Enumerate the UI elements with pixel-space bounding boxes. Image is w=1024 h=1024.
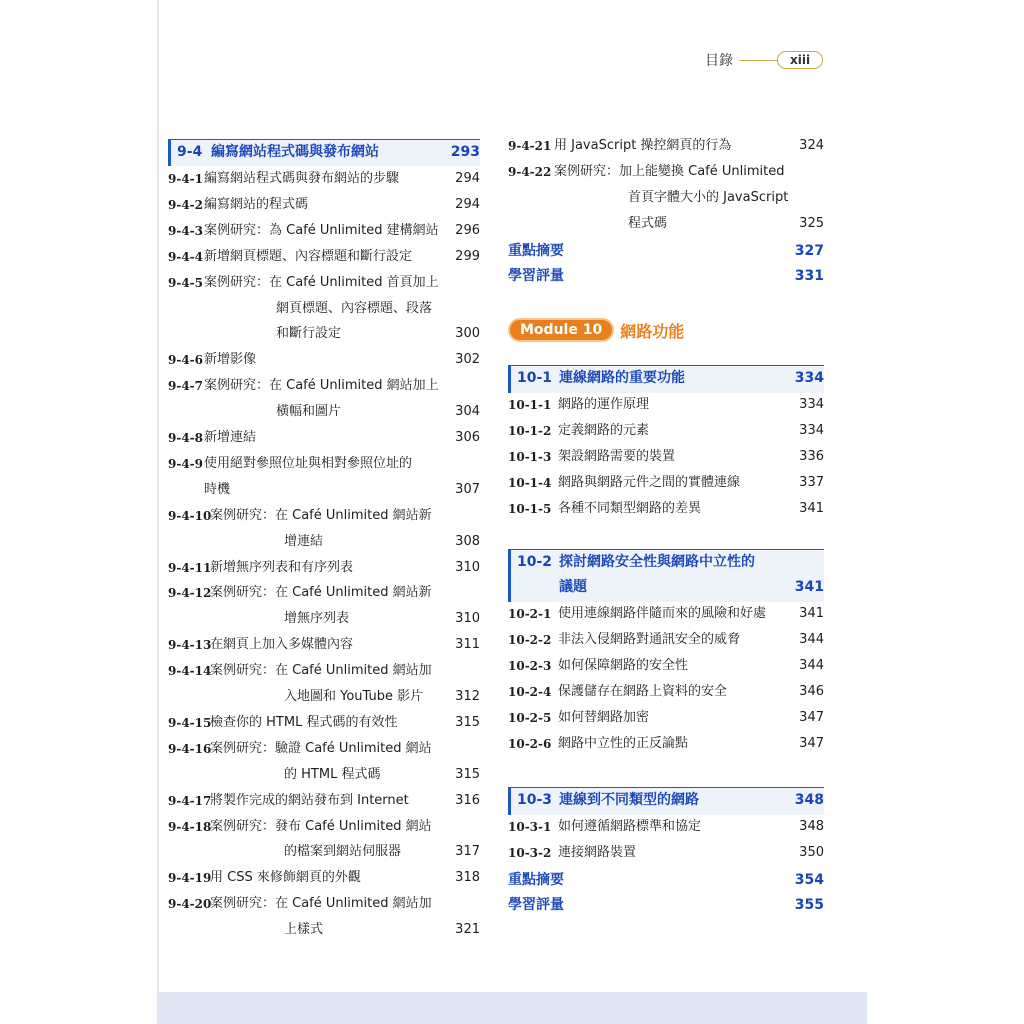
toc-entry[interactable] xyxy=(168,246,480,268)
section-title: 議題 xyxy=(559,579,587,595)
section-title: 探討網路安全性與網路中立性的 xyxy=(559,554,755,570)
toc-entry-continuation xyxy=(168,686,480,708)
module-badge: Module 10 xyxy=(508,318,614,342)
entry-title: 定義網路的元素 xyxy=(558,423,650,438)
entry-page: 316 xyxy=(455,792,480,808)
entry-title: 首頁字體大小的 JavaScript xyxy=(628,190,789,205)
entry-title: 案例研究：發布 Café Unlimited 網站 xyxy=(210,818,432,834)
entry-number: 9-4-21 xyxy=(508,139,552,153)
entry-page: 336 xyxy=(799,449,824,464)
entry-title: 新增連結 xyxy=(204,430,257,445)
page-number: xiii xyxy=(777,51,823,69)
toc-entry[interactable] xyxy=(168,893,480,915)
entry-title: 如何遵循網路標準和協定 xyxy=(558,819,702,834)
scan-margin-left xyxy=(0,0,157,1024)
toc-entry-continuation xyxy=(168,401,480,423)
toc-entry-continuation xyxy=(508,187,824,209)
toc-entry-continuation xyxy=(508,213,824,235)
entry-number: 9-4-13 xyxy=(168,638,212,653)
summary-link-top[interactable] xyxy=(508,240,824,262)
entry-page: 315 xyxy=(455,766,480,782)
entry-title: 案例研究：在 Café Unlimited 網站加 xyxy=(210,663,432,679)
entry-title: 案例研究：在 Café Unlimited 網站新 xyxy=(210,507,432,523)
entry-title: 網路中立性的正反論點 xyxy=(558,736,689,751)
section-number: 10-2 xyxy=(517,554,553,570)
toc-entry-continuation xyxy=(168,479,480,501)
entry-number: 9-4-4 xyxy=(168,249,204,264)
entry-number: 9-4-17 xyxy=(168,793,212,808)
entry-title: 網路與網路元件之間的實體連線 xyxy=(558,475,741,490)
toc-entry-continuation xyxy=(168,323,480,345)
entry-number: 9-4-12 xyxy=(168,586,212,601)
entry-number: 9-4-7 xyxy=(168,379,204,394)
entry-title: 橫幅和圖片 xyxy=(276,404,342,420)
toc-entry[interactable] xyxy=(168,272,480,294)
toc-entry[interactable] xyxy=(168,660,480,682)
entry-number: 9-4-3 xyxy=(168,223,204,238)
entry-page: 296 xyxy=(455,222,480,238)
entry-title: 非法入侵網路對通訊安全的威脅 xyxy=(558,632,741,647)
toc-entry[interactable] xyxy=(168,790,480,812)
toc-entry[interactable] xyxy=(168,453,480,475)
entry-number: 9-4-22 xyxy=(508,165,552,179)
entry-page: 348 xyxy=(799,819,824,834)
toc-entry[interactable] xyxy=(168,634,480,656)
entry-title: 案例研究：驗證 Café Unlimited 網站 xyxy=(210,740,432,756)
entry-title: 入地圖和 YouTube 影片 xyxy=(284,689,424,704)
entry-page: 317 xyxy=(455,844,480,860)
summary-link-bottom[interactable] xyxy=(508,869,824,891)
entry-title: 和斷行設定 xyxy=(276,326,342,342)
entry-number: 9-4-18 xyxy=(168,819,212,834)
toc-entry[interactable] xyxy=(508,842,824,864)
entry-page: 350 xyxy=(799,845,824,860)
toc-entry[interactable] xyxy=(508,655,824,677)
entry-number: 10-2-4 xyxy=(508,685,552,699)
toc-entry[interactable] xyxy=(508,420,824,442)
entry-title: 案例研究：在 Café Unlimited 網站加上 xyxy=(204,378,439,394)
entry-number: 10-3-1 xyxy=(508,820,552,834)
toc-entry[interactable] xyxy=(508,603,824,625)
entry-title: 案例研究：為 Café Unlimited 建構網站 xyxy=(204,222,439,238)
entry-number: 9-4-6 xyxy=(168,353,204,368)
review-page: 331 xyxy=(794,268,824,284)
entry-title: 使用連線網路伴隨而來的風險和好處 xyxy=(558,606,767,621)
running-head-label: 目錄 xyxy=(705,53,733,69)
entry-page: 341 xyxy=(799,606,824,621)
toc-entry[interactable] xyxy=(168,867,480,889)
section-title: 連線網路的重要功能 xyxy=(559,370,685,386)
toc-entry[interactable] xyxy=(508,394,824,416)
entry-title: 編寫網站程式碼與發布網站的步驟 xyxy=(204,171,400,186)
summary-page: 354 xyxy=(794,872,824,888)
entry-title: 程式碼 xyxy=(628,216,668,231)
running-head xyxy=(705,48,823,72)
toc-section-10-2[interactable] xyxy=(508,549,824,602)
entry-page: 347 xyxy=(799,736,824,751)
toc-entry[interactable] xyxy=(508,135,824,157)
entry-page: 344 xyxy=(799,632,824,647)
entry-number: 10-1-1 xyxy=(508,398,552,412)
entry-title: 用 JavaScript 操控網頁的行為 xyxy=(554,138,732,153)
entry-page: 315 xyxy=(455,714,480,730)
entry-number: 10-1-2 xyxy=(508,424,552,438)
toc-entry[interactable] xyxy=(168,349,480,371)
entry-page: 308 xyxy=(455,533,480,549)
entry-title: 新增無序列表和有序列表 xyxy=(210,559,354,575)
toc-entry[interactable] xyxy=(168,194,480,216)
entry-page: 302 xyxy=(455,352,480,368)
entry-number: 10-1-5 xyxy=(508,502,552,516)
entry-page: 337 xyxy=(799,475,824,490)
toc-entry[interactable] xyxy=(508,733,824,755)
toc-entry-continuation xyxy=(168,841,480,863)
toc-entry[interactable] xyxy=(508,472,824,494)
entry-title: 的檔案到網站伺服器 xyxy=(284,844,402,860)
entry-page: 321 xyxy=(455,922,480,938)
entry-number: 10-2-5 xyxy=(508,711,552,725)
toc-entry[interactable] xyxy=(508,161,824,183)
toc-entry[interactable] xyxy=(508,816,824,838)
section-title: 連線到不同類型的網路 xyxy=(559,792,699,808)
entry-title: 網頁標題、內容標題、段落 xyxy=(276,300,433,316)
entry-title: 將製作完成的網站發布到 Internet xyxy=(210,792,409,808)
entry-number: 10-1-3 xyxy=(508,450,552,464)
toc-section-10-1[interactable] xyxy=(508,365,824,393)
entry-page: 306 xyxy=(455,430,480,445)
entry-number: 9-4-5 xyxy=(168,275,204,290)
review-label: 學習評量 xyxy=(508,268,564,284)
toc-entry[interactable] xyxy=(168,168,480,190)
entry-number: 9-4-20 xyxy=(168,897,212,912)
entry-page: 310 xyxy=(455,559,480,575)
review-page: 355 xyxy=(794,897,824,913)
toc-entry-continuation xyxy=(168,531,480,553)
section-page: 293 xyxy=(450,144,480,160)
toc-entry[interactable] xyxy=(168,375,480,397)
entry-number: 10-3-2 xyxy=(508,846,552,860)
entry-title: 案例研究：在 Café Unlimited 首頁加上 xyxy=(204,274,439,290)
entry-number: 9-4-10 xyxy=(168,508,212,523)
module-title: 網路功能 xyxy=(620,321,685,341)
entry-page: 334 xyxy=(799,423,824,438)
entry-page: 299 xyxy=(455,248,480,264)
entry-number: 10-2-6 xyxy=(508,737,552,751)
summary-label: 重點摘要 xyxy=(508,243,564,259)
entry-number: 9-4-2 xyxy=(168,197,204,212)
entry-page: 347 xyxy=(799,710,824,725)
toc-entry[interactable] xyxy=(508,446,824,468)
entry-title: 時機 xyxy=(204,481,231,497)
entry-title: 新增網頁標題、內容標題和斷行設定 xyxy=(204,248,413,264)
section-page: 341 xyxy=(794,579,824,595)
entry-title: 如何保障網路的安全性 xyxy=(558,658,689,673)
entry-number: 10-2-2 xyxy=(508,633,552,647)
entry-title: 增無序列表 xyxy=(284,611,350,627)
entry-title: 案例研究：在 Café Unlimited 網站新 xyxy=(210,585,432,601)
entry-title: 保護儲存在網路上資料的安全 xyxy=(558,684,728,699)
toc-entry[interactable] xyxy=(168,582,480,604)
scan-bottom-band xyxy=(157,992,867,1024)
toc-entry[interactable] xyxy=(508,498,824,520)
toc-entry[interactable] xyxy=(508,707,824,729)
toc-entry-continuation xyxy=(168,764,480,786)
entry-title: 上樣式 xyxy=(284,922,324,938)
entry-page: 307 xyxy=(455,481,480,497)
toc-entry-continuation xyxy=(168,919,480,941)
entry-page: 300 xyxy=(455,326,480,342)
entry-page: 294 xyxy=(455,171,480,186)
entry-title: 在網頁上加入多媒體內容 xyxy=(210,637,354,653)
entry-page: 334 xyxy=(799,397,824,412)
entry-title: 架設網路需要的裝置 xyxy=(558,449,676,464)
entry-page: 324 xyxy=(799,138,824,153)
review-link-bottom[interactable] xyxy=(508,894,824,916)
entry-number: 9-4-8 xyxy=(168,431,204,445)
summary-page: 327 xyxy=(794,243,824,259)
entry-title: 網路的運作原理 xyxy=(558,397,650,412)
entry-title: 連接網路裝置 xyxy=(558,845,637,860)
entry-page: 304 xyxy=(455,404,480,420)
toc-entry[interactable] xyxy=(168,220,480,242)
toc-section-9-4[interactable] xyxy=(168,139,480,166)
toc-entry[interactable] xyxy=(168,738,480,760)
entry-number: 9-4-14 xyxy=(168,664,212,679)
entry-title: 檢查你的 HTML 程式碼的有效性 xyxy=(210,714,398,730)
entry-page: 344 xyxy=(799,658,824,673)
entry-title: 新增影像 xyxy=(204,352,257,368)
review-label: 學習評量 xyxy=(508,897,564,913)
section-number: 10-1 xyxy=(517,370,553,386)
running-head-rule xyxy=(739,60,777,61)
entry-page: 294 xyxy=(455,196,480,212)
entry-number: 9-4-11 xyxy=(168,560,212,575)
review-link-top[interactable] xyxy=(508,265,824,287)
toc-entry[interactable] xyxy=(168,557,480,579)
entry-title: 的 HTML 程式碼 xyxy=(284,766,381,782)
entry-title: 使用絕對參照位址與相對參照位址的 xyxy=(204,455,413,471)
entry-page: 311 xyxy=(455,637,480,653)
entry-number: 9-4-16 xyxy=(168,741,212,756)
entry-page: 346 xyxy=(799,684,824,699)
entry-number: 10-2-3 xyxy=(508,659,552,673)
entry-number: 10-1-4 xyxy=(508,476,552,490)
entry-number: 9-4-9 xyxy=(168,456,204,471)
entry-title: 各種不同類型網路的差異 xyxy=(558,501,702,516)
toc-entry[interactable] xyxy=(168,427,480,449)
toc-entry-continuation xyxy=(168,608,480,630)
section-page: 334 xyxy=(794,370,824,386)
entry-number: 9-4-1 xyxy=(168,172,204,186)
toc-entry[interactable] xyxy=(508,681,824,703)
entry-page: 325 xyxy=(799,216,824,231)
entry-title: 用 CSS 來修飾網頁的外觀 xyxy=(210,870,361,886)
scan-margin-right xyxy=(866,0,1024,1024)
entry-page: 310 xyxy=(455,611,480,627)
entry-title: 增連結 xyxy=(284,533,324,549)
entry-number: 9-4-19 xyxy=(168,871,212,886)
summary-label: 重點摘要 xyxy=(508,872,564,888)
toc-entry[interactable] xyxy=(168,816,480,838)
entry-title: 案例研究：在 Café Unlimited 網站加 xyxy=(210,896,432,912)
toc-entry[interactable] xyxy=(168,712,480,734)
entry-title: 案例研究：加上能變換 Café Unlimited xyxy=(554,164,785,179)
entry-number: 10-2-1 xyxy=(508,607,552,621)
entry-page: 312 xyxy=(455,689,480,704)
section-title: 編寫網站程式碼與發布網站 xyxy=(211,144,379,160)
section-number: 9-4 xyxy=(177,144,203,160)
section-page: 348 xyxy=(794,792,824,808)
section-number: 10-3 xyxy=(517,792,553,808)
toc-entry[interactable] xyxy=(168,505,480,527)
toc-entry[interactable] xyxy=(508,629,824,651)
entry-title: 如何替網路加密 xyxy=(558,710,650,725)
entry-title: 編寫網站的程式碼 xyxy=(204,196,309,212)
entry-number: 9-4-15 xyxy=(168,715,212,730)
entry-page: 341 xyxy=(799,501,824,516)
module-heading xyxy=(508,318,684,342)
entry-page: 318 xyxy=(455,870,480,886)
toc-entry-continuation xyxy=(168,298,480,320)
toc-section-10-3[interactable] xyxy=(508,787,824,815)
